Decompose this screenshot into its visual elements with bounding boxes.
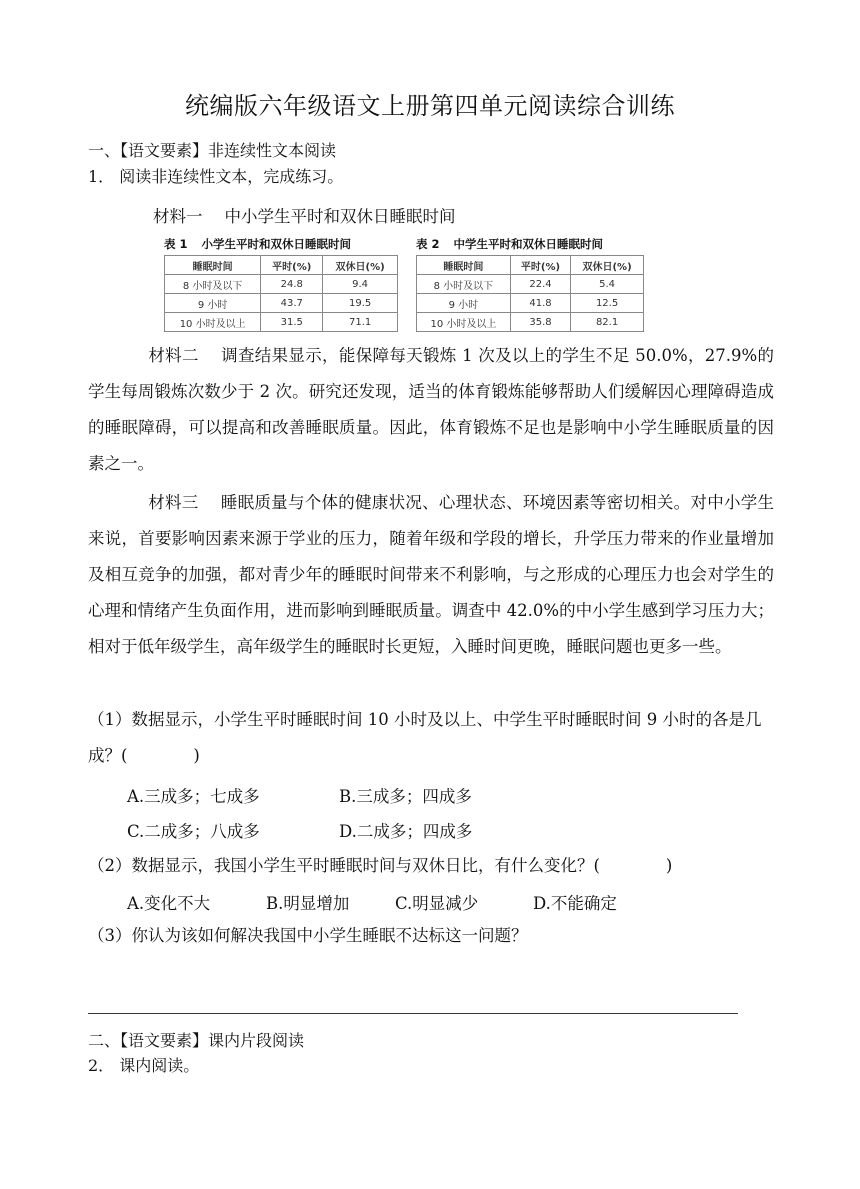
- material-2-text: 调查结果显示，能保障每天锻炼 1 次及以上的学生不足 50.0%，27.9%的学生每周锻炼次数少于 2 次。研究还发现，适当的体育锻炼能够帮助人们缓解因心理障碍造成的睡眠障碍，可以提高和改善睡眠质量。因此，体育锻炼不足也是影响中小学生睡眠质量的因素之一。: [88, 346, 774, 473]
- question-1-intro: 1． 阅读非连续性文本，完成练习。: [88, 167, 344, 186]
- option-b: B.明显增加: [266, 894, 350, 913]
- table-header-row: [165, 256, 398, 275]
- table-header: 平时(%): [510, 256, 570, 275]
- material-1-label: 材料一: [153, 207, 203, 226]
- table-1-caption: [164, 236, 398, 252]
- sub-question-2: （2）数据显示，我国小学生平时睡眠时间与双休日比，有什么变化？( ): [88, 856, 673, 875]
- table-2: [416, 236, 644, 332]
- table-cell: 82.1: [571, 313, 644, 332]
- table-header: 双休日(%): [571, 256, 644, 275]
- option-d: D.二成多；四成多: [339, 822, 473, 841]
- table-cell: 43.7: [261, 294, 323, 313]
- table-1-title: 小学生平时和双休日睡眠时间: [201, 237, 352, 251]
- table-cell: 35.8: [510, 313, 570, 332]
- table-1-grid: [164, 255, 398, 332]
- option-a: A.变化不大: [127, 894, 211, 913]
- table-cell: 31.5: [261, 313, 323, 332]
- table-cell: 22.4: [510, 275, 570, 294]
- table-header: 双休日(%): [323, 256, 398, 275]
- table-1: [164, 236, 398, 332]
- table-row: [165, 275, 398, 294]
- material-2-paragraph: [88, 338, 774, 482]
- table-cell: 24.8: [261, 275, 323, 294]
- option-c: C.明显减少: [395, 894, 479, 913]
- table-1-number: 表 1: [164, 237, 188, 251]
- table-cell: 8 小时及以下: [417, 275, 511, 294]
- table-header: 睡眠时间: [417, 256, 511, 275]
- table-2-number: 表 2: [416, 237, 440, 251]
- table-row: [417, 275, 644, 294]
- sub-question-1: （1）数据显示，小学生平时睡眠时间 10 小时及以上、中学生平时睡眠时间 9 小时的各是几成？( ): [88, 710, 762, 765]
- material-3-paragraph: [88, 485, 774, 665]
- material-1-text: 中小学生平时和双休日睡眠时间: [224, 207, 456, 226]
- table-cell: 5.4: [571, 275, 644, 294]
- table-row: [165, 294, 398, 313]
- table-cell: 9.4: [323, 275, 398, 294]
- material-1-heading: [153, 203, 456, 227]
- section-1-heading: 一、【语文要素】非连续性文本阅读: [88, 141, 337, 160]
- option-a: A.三成多；七成多: [127, 787, 260, 806]
- option-d: D.不能确定: [533, 894, 617, 913]
- table-cell: 12.5: [571, 294, 644, 313]
- table-2-title: 中学生平时和双休日睡眠时间: [453, 237, 604, 251]
- table-header: 平时(%): [261, 256, 323, 275]
- table-2-caption: [416, 236, 644, 252]
- table-2-grid: [416, 255, 644, 332]
- table-row: [165, 313, 398, 332]
- table-cell: 19.5: [323, 294, 398, 313]
- table-row: [417, 313, 644, 332]
- material-2-label: 材料二: [148, 346, 199, 365]
- option-b: B.三成多；四成多: [339, 787, 472, 806]
- table-header: 睡眠时间: [165, 256, 261, 275]
- table-header-row: [417, 256, 644, 275]
- answer-line[interactable]: [88, 1013, 738, 1014]
- table-cell: 8 小时及以下: [165, 275, 261, 294]
- section-2-heading: 二、【语文要素】课内片段阅读: [88, 1031, 305, 1050]
- table-cell: 71.1: [323, 313, 398, 332]
- table-cell: 9 小时: [165, 294, 261, 313]
- table-cell: 41.8: [510, 294, 570, 313]
- sub-question-3: （3）你认为该如何解决我国中小学生睡眠不达标这一问题？: [88, 926, 528, 945]
- question-2-intro: 2． 课内阅读。: [88, 1056, 200, 1075]
- option-c: C.二成多；八成多: [127, 822, 260, 841]
- material-3-label: 材料三: [148, 493, 199, 512]
- page-title: 统编版六年级语文上册第四单元阅读综合训练: [185, 92, 675, 120]
- table-cell: 10 小时及以上: [165, 313, 261, 332]
- table-row: [417, 294, 644, 313]
- table-cell: 9 小时: [417, 294, 511, 313]
- table-cell: 10 小时及以上: [417, 313, 511, 332]
- material-3-text: 睡眠质量与个体的健康状况、心理状态、环境因素等密切相关。对中小学生来说，首要影响因素来源于学业的压力，随着年级和学段的增长，升学压力带来的作业量增加及相互竞争的加强，都对青少年的睡眠时间带来不利影响，与之形成的心理压力也会对学生的心理和情绪产生负面作用，进而影响到睡眠质量。调查中 42.0%的中小学生感到学习压力大；相对于低年级学生，高年级学生的睡眠时长更短，入睡时间更晚，睡眠问题也更多一些。: [88, 493, 775, 656]
